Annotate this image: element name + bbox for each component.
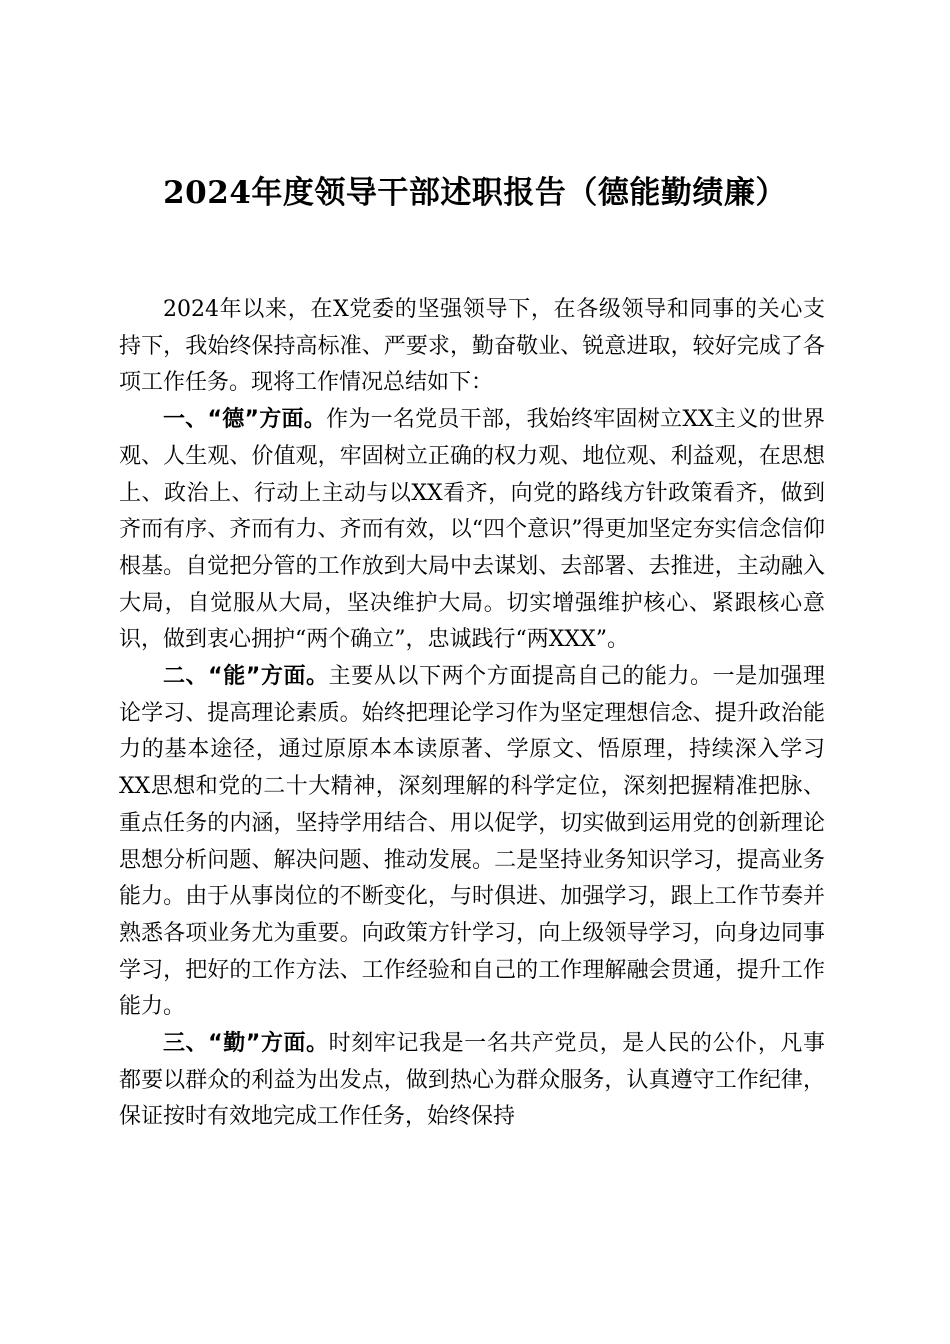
intro-paragraph: 2024年以来，在X党委的坚强领导下，在各级领导和同事的关心支持下，我始终保持高标准、严要求，勤奋敬业、锐意进取，较好完成了各项工作任务。现将工作情况总结如下： bbox=[119, 297, 825, 396]
section-de-heading: 一、“德”方面。 bbox=[163, 407, 327, 433]
section-qin-heading: 三、“勤”方面。 bbox=[163, 1031, 329, 1057]
section-de-paragraph bbox=[119, 402, 825, 659]
document-body bbox=[119, 292, 825, 1136]
section-neng-heading: 二、“能”方面。 bbox=[163, 664, 329, 690]
section-neng-paragraph bbox=[119, 659, 825, 1026]
section-neng-text: 主要从以下两个方面提高自己的能力。一是加强理论学习、提高理论素质。始终把理论学习作为坚定理想信念、提升政治能力的基本途径，通过原原本本读原著、学原文、悟原理，持续深入学习XX思想和党的二十大精神，深刻理解的科学定位，深刻把握精准把脉、重点任务的内涵，坚持学用结合、用以促学，切实做到运用党的创新理论思想分析问题、解决问题、推动发展。二是坚持业务知识学习，提高业务能力。由于从事岗位的不断变化，与时俱进、加强学习，跟上工作节奏并熟悉各项业务尤为重要。向政策方针学习，向上级领导学习，向身边同事学习，把好的工作方法、工作经验和自己的工作理解融会贯通，提升工作能力。 bbox=[119, 664, 825, 1020]
section-qin-text: 时刻牢记我是一名共产党员，是人民的公仆，凡事都要以群众的利益为出发点，做到热心为群众服务，认真遵守工作纪律，保证按时有效地完成工作任务，始终保持 bbox=[119, 1031, 825, 1130]
section-qin-paragraph bbox=[119, 1026, 825, 1136]
section-de-text: 作为一名党员干部，我始终牢固树立XX主义的世界观、人生观、价值观，牢固树立正确的权力观、地位观、利益观，在思想上、政治上、行动上主动与以XX看齐，向党的路线方针政策看齐，做到齐而有序、齐而有力、齐而有效，以“四个意识”得更加坚定夯实信念信仰根基。自觉把分管的工作放到大局中去谋划、去部署、去推进，主动融入大局，自觉服从大局，坚决维护大局。切实增强维护核心、紧跟核心意识，做到衷心拥护“两个确立”，忠诚践行“两XXX”。 bbox=[119, 407, 826, 653]
document-title: 2024年度领导干部述职报告（德能勤绩廉） bbox=[163, 175, 787, 211]
